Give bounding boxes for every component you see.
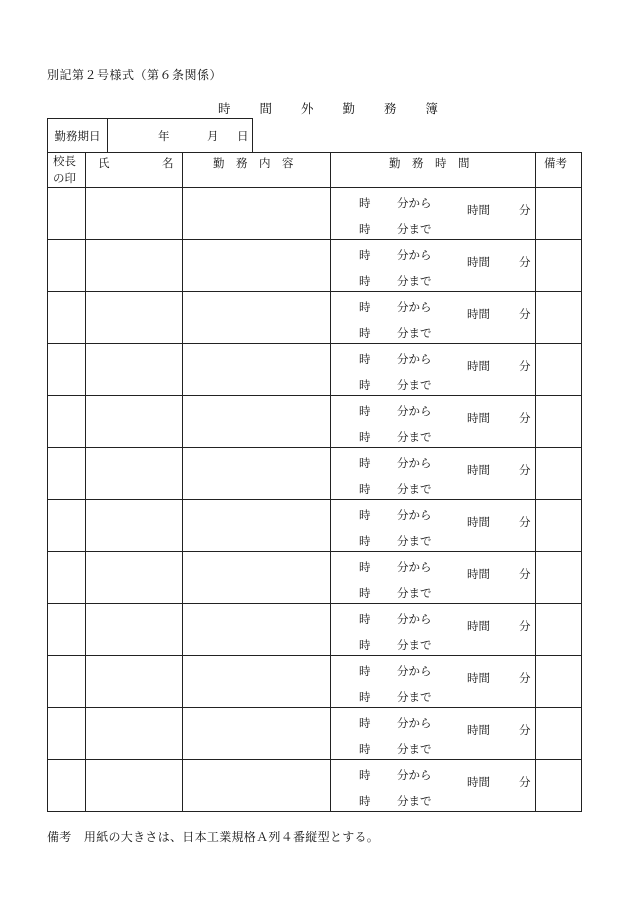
remarks-cell[interactable] — [536, 292, 582, 344]
hours-total-label: 時間 — [467, 307, 490, 321]
header-duty-time — [331, 153, 536, 188]
from-label: 分から — [397, 508, 432, 522]
start-hour-label: 時 — [359, 248, 371, 262]
header-name — [86, 153, 183, 188]
header-duty-time-label: 勤 務 時 間 — [389, 156, 470, 170]
start-hour-label: 時 — [359, 456, 371, 470]
header-duty-content-label: 勤 務 内 容 — [213, 156, 294, 170]
duty-time-cell[interactable] — [331, 604, 536, 656]
header-principal-seal: 校長の印 — [48, 153, 86, 188]
document-title — [218, 99, 438, 117]
name-cell[interactable] — [86, 500, 183, 552]
header-remarks — [536, 153, 582, 188]
to-label: 分まで — [397, 274, 432, 288]
minutes-total-label: 分 — [519, 515, 531, 529]
principal-seal-cell[interactable] — [48, 448, 86, 500]
end-hour-label: 時 — [359, 794, 371, 808]
table-row — [48, 344, 582, 396]
end-hour-label: 時 — [359, 586, 371, 600]
hours-total-label: 時間 — [467, 567, 490, 581]
minutes-total-label: 分 — [519, 775, 531, 789]
to-label: 分まで — [397, 638, 432, 652]
table-row — [48, 552, 582, 604]
start-hour-label: 時 — [359, 508, 371, 522]
minutes-total-label: 分 — [519, 359, 531, 373]
table-header-row — [48, 153, 582, 188]
to-label: 分まで — [397, 586, 432, 600]
hours-total-label: 時間 — [467, 203, 490, 217]
duty-date-field[interactable] — [108, 119, 252, 152]
hours-total-label: 時間 — [467, 515, 490, 529]
duty-content-cell[interactable] — [183, 188, 331, 240]
duty-content-cell[interactable] — [183, 500, 331, 552]
duty-content-cell[interactable] — [183, 604, 331, 656]
duty-time-cell[interactable] — [331, 552, 536, 604]
minutes-total-label: 分 — [519, 567, 531, 581]
from-label: 分から — [397, 768, 432, 782]
remarks-cell[interactable] — [536, 344, 582, 396]
from-label: 分から — [397, 352, 432, 366]
from-label: 分から — [397, 612, 432, 626]
start-hour-label: 時 — [359, 664, 371, 678]
remarks-cell[interactable] — [536, 500, 582, 552]
duty-date-box — [47, 118, 253, 152]
remarks-cell[interactable] — [536, 396, 582, 448]
duty-time-cell[interactable] — [331, 188, 536, 240]
start-hour-label: 時 — [359, 404, 371, 418]
header-remarks-label: 備考 — [544, 156, 567, 170]
duty-content-cell[interactable] — [183, 552, 331, 604]
start-hour-label: 時 — [359, 300, 371, 314]
month-label: 月 — [207, 129, 219, 143]
name-cell[interactable] — [86, 240, 183, 292]
title-char: 務 — [383, 101, 397, 116]
hours-total-label: 時間 — [467, 255, 490, 269]
end-hour-label: 時 — [359, 222, 371, 236]
end-hour-label: 時 — [359, 378, 371, 392]
principal-seal-cell[interactable] — [48, 344, 86, 396]
remarks-cell[interactable] — [536, 708, 582, 760]
table-row — [48, 396, 582, 448]
duty-content-cell[interactable] — [183, 448, 331, 500]
to-label: 分まで — [397, 482, 432, 496]
minutes-total-label: 分 — [519, 307, 531, 321]
hours-total-label: 時間 — [467, 671, 490, 685]
remarks-cell[interactable] — [536, 448, 582, 500]
duty-time-cell[interactable] — [331, 396, 536, 448]
duty-date-label: 勤務期日 — [48, 119, 108, 152]
start-hour-label: 時 — [359, 352, 371, 366]
from-label: 分から — [397, 404, 432, 418]
name-cell[interactable] — [86, 344, 183, 396]
principal-seal-cell[interactable] — [48, 552, 86, 604]
duty-time-cell[interactable] — [331, 448, 536, 500]
header-name-first: 氏 — [98, 156, 110, 170]
from-label: 分から — [397, 716, 432, 730]
to-label: 分まで — [397, 378, 432, 392]
table-row — [48, 292, 582, 344]
principal-seal-cell[interactable] — [48, 656, 86, 708]
duty-time-cell[interactable] — [331, 656, 536, 708]
remarks-cell[interactable] — [536, 760, 582, 812]
table-row — [48, 188, 582, 240]
start-hour-label: 時 — [359, 196, 371, 210]
end-hour-label: 時 — [359, 274, 371, 288]
to-label: 分まで — [397, 430, 432, 444]
end-hour-label: 時 — [359, 690, 371, 704]
minutes-total-label: 分 — [519, 671, 531, 685]
year-label: 年 — [158, 129, 170, 143]
to-label: 分まで — [397, 222, 432, 236]
start-hour-label: 時 — [359, 768, 371, 782]
principal-seal-cell[interactable] — [48, 240, 86, 292]
from-label: 分から — [397, 664, 432, 678]
principal-seal-cell[interactable] — [48, 604, 86, 656]
title-char: 簿 — [425, 101, 438, 116]
table-row — [48, 604, 582, 656]
header-duty-content — [183, 153, 331, 188]
title-char: 外 — [300, 101, 314, 116]
principal-seal-cell[interactable] — [48, 500, 86, 552]
principal-seal-cell[interactable] — [48, 708, 86, 760]
remarks-cell[interactable] — [536, 188, 582, 240]
minutes-total-label: 分 — [519, 619, 531, 633]
table-row — [48, 656, 582, 708]
duty-time-cell[interactable] — [331, 708, 536, 760]
end-hour-label: 時 — [359, 742, 371, 756]
name-cell[interactable] — [86, 292, 183, 344]
duty-content-cell[interactable] — [183, 656, 331, 708]
footer-note: 備考 用紙の大きさは、日本工業規格Ａ列４番縦型とする。 — [47, 830, 380, 844]
hours-total-label: 時間 — [467, 619, 490, 633]
hours-total-label: 時間 — [467, 723, 490, 737]
remarks-cell[interactable] — [536, 552, 582, 604]
end-hour-label: 時 — [359, 482, 371, 496]
duty-content-cell[interactable] — [183, 240, 331, 292]
from-label: 分から — [397, 560, 432, 574]
start-hour-label: 時 — [359, 716, 371, 730]
duty-content-cell[interactable] — [183, 760, 331, 812]
table-row — [48, 708, 582, 760]
title-char: 時 — [218, 101, 231, 116]
from-label: 分から — [397, 300, 432, 314]
to-label: 分まで — [397, 690, 432, 704]
duty-time-cell[interactable] — [331, 344, 536, 396]
name-cell[interactable] — [86, 396, 183, 448]
name-cell[interactable] — [86, 448, 183, 500]
to-label: 分まで — [397, 794, 432, 808]
duty-content-cell[interactable] — [183, 708, 331, 760]
principal-seal-cell[interactable] — [48, 760, 86, 812]
overtime-register-table — [47, 152, 582, 812]
end-hour-label: 時 — [359, 430, 371, 444]
duty-content-cell[interactable] — [183, 396, 331, 448]
duty-time-cell[interactable] — [331, 240, 536, 292]
start-hour-label: 時 — [359, 560, 371, 574]
minutes-total-label: 分 — [519, 463, 531, 477]
hours-total-label: 時間 — [467, 359, 490, 373]
hours-total-label: 時間 — [467, 463, 490, 477]
start-hour-label: 時 — [359, 612, 371, 626]
duty-content-cell[interactable] — [183, 292, 331, 344]
header-name-second: 名 — [162, 156, 174, 170]
minutes-total-label: 分 — [519, 255, 531, 269]
table-row — [48, 240, 582, 292]
remarks-cell[interactable] — [536, 604, 582, 656]
duty-time-cell[interactable] — [331, 500, 536, 552]
end-hour-label: 時 — [359, 326, 371, 340]
duty-time-cell[interactable] — [331, 760, 536, 812]
to-label: 分まで — [397, 534, 432, 548]
name-cell[interactable] — [86, 552, 183, 604]
duty-time-cell[interactable] — [331, 292, 536, 344]
minutes-total-label: 分 — [519, 203, 531, 217]
name-cell[interactable] — [86, 604, 183, 656]
name-cell[interactable] — [86, 656, 183, 708]
minutes-total-label: 分 — [519, 723, 531, 737]
end-hour-label: 時 — [359, 638, 371, 652]
minutes-total-label: 分 — [519, 411, 531, 425]
remarks-cell[interactable] — [536, 240, 582, 292]
day-label: 日 — [237, 129, 249, 143]
end-hour-label: 時 — [359, 534, 371, 548]
principal-seal-cell[interactable] — [48, 292, 86, 344]
from-label: 分から — [397, 248, 432, 262]
name-cell[interactable] — [86, 708, 183, 760]
from-label: 分から — [397, 196, 432, 210]
hours-total-label: 時間 — [467, 775, 490, 789]
principal-seal-cell[interactable] — [48, 396, 86, 448]
table-row — [48, 760, 582, 812]
title-char: 間 — [259, 101, 272, 116]
duty-content-cell[interactable] — [183, 344, 331, 396]
name-cell[interactable] — [86, 188, 183, 240]
name-cell[interactable] — [86, 760, 183, 812]
from-label: 分から — [397, 456, 432, 470]
title-char: 勤 — [342, 101, 355, 116]
table-row — [48, 448, 582, 500]
to-label: 分まで — [397, 742, 432, 756]
to-label: 分まで — [397, 326, 432, 340]
table-row — [48, 500, 582, 552]
hours-total-label: 時間 — [467, 411, 490, 425]
remarks-cell[interactable] — [536, 656, 582, 708]
form-header: 別記第２号様式（第６条関係） — [47, 68, 223, 82]
principal-seal-cell[interactable] — [48, 188, 86, 240]
